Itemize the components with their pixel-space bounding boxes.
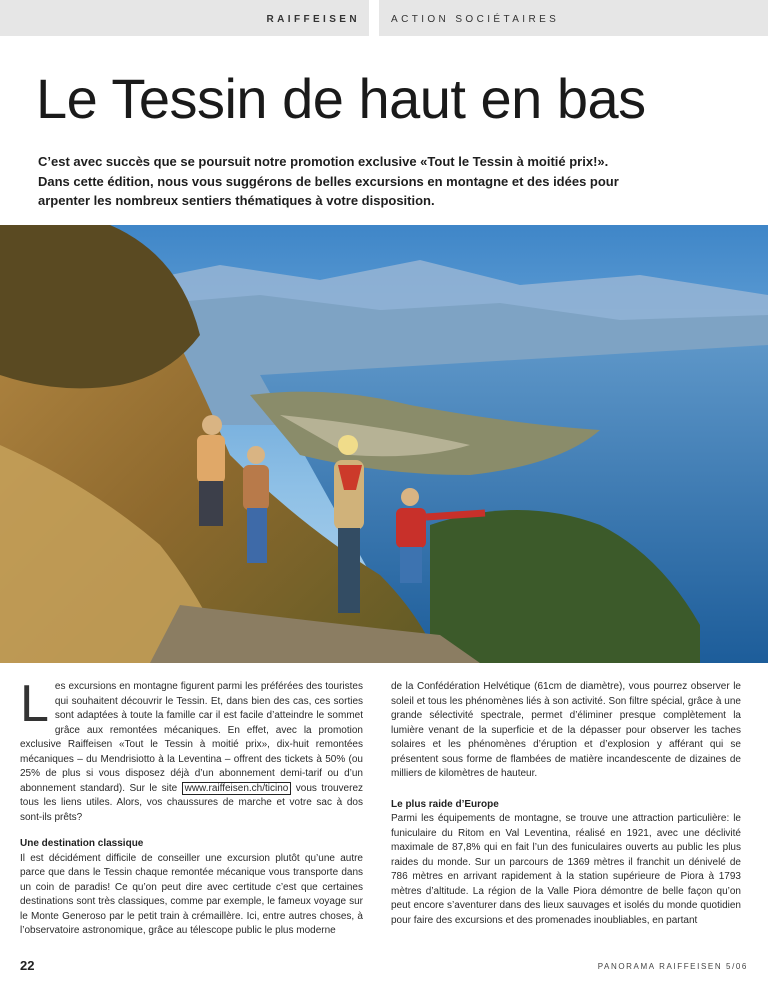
drop-cap: L [20, 675, 49, 733]
website-link[interactable]: www.raiffeisen.ch/ticino [182, 782, 292, 795]
header-brand: RAIFFEISEN [266, 14, 360, 25]
header-separator [369, 0, 379, 36]
lead-paragraph: C’est avec succès que se poursuit notre promotion exclusive «Tout le Tessin à moitié prix!». Dans cette édition, nous vous suggérons de belles excursions en montagne et des idées pour arpenter les nombreux sentiers thématiques à votre disposition. [38, 154, 619, 208]
hero-photo-illustration [0, 225, 768, 663]
header-section: ACTION SOCIÉTAIRES [391, 14, 560, 25]
subheading-steepest: Le plus raide d’Europe [391, 798, 499, 810]
body-column-right [391, 680, 741, 928]
paragraph-funicular: Parmi les équipements de montagne, se trouve une attraction particulière: le funiculaire du Ritom en Val Leventina, réalisé en 1921, avec une déclivité maximale de 87,8% qui en fait l’un des funiculaires ouverts au public les plus raides du monde. Sur un parcours de 1369 mètres il franchit un dénivelé de 786 mètres en arrivant rapidement à la station supérieure de Piora à 1793 mètres d’altitude. La région de la Valle Piora démontre de belle façon qu’on peut encore s’aventurer dans des lieux sauvages et isolés du monde quotidien pour faire des excursions et des promenades inoubliables, en partant [391, 813, 741, 926]
intro-text-a: es excursions en montagne figurent parmi les préférées des touristes qui souhaitent découvrir le Tessin. Et, dans bien des cas, ces sorties sont adaptées à toute la famille car il est facile d’atteindre le sommet grâce aux remontées mécaniques. En effet, avec la promotion exclusive Raiffeisen «Tout le Tessin à moitié prix», dix-huit remontées mécaniques – du Mendrisiotto à la Leventina – offrent des tickets à 50% (ou 25% de plus si vous disposez déjà d’un abonnement demi-tarif ou d’un abonnement standard). Sur le site [20, 681, 363, 794]
intro-text-b: vous trouverez tous les liens utiles. Alors, vos chaussures de marche et votre sac à dos sont-ils prêts? [20, 782, 364, 823]
page-number: 22 [20, 958, 35, 973]
paragraph-classic-destination: Il est décidément difficile de conseiller une excursion plutôt qu’une autre parce que dans le Tessin chaque remontée mécanique vous transporte dans un coin de paradis! Ce qu’on peut dire avec certitude c’est que certaines destinations sont très classiques, comme par exemple, le fameux voyage sur le Monte Generoso par le petit train à crémaillère. Ici, entre autres choses, à l’observatoire astronomique, grâce au télescope public le plus moderne [20, 852, 363, 936]
intro-paragraph [20, 675, 364, 825]
subheading-classic-destination: Une destination classique [20, 838, 144, 849]
paragraph-observatory: de la Confédération Helvétique (61cm de diamètre), vous pourrez observer le soleil et tous les phénomènes liés à son activité. Son filtre spécial, grâce à une grande sélectivité spectrale, permet d’éliminer presque complètement la lumière venant de la superficie et de la dépasser pour observer les taches solaires et les phénomènes d’éruption et d’explosion y afférant qui se présentent sous forme de flambées de matière incandescente de dizaines de milliers de kilomètres de hauteur. [391, 681, 741, 779]
body-column-left [20, 675, 364, 939]
hero-photo [0, 225, 768, 663]
header-band [0, 0, 768, 36]
page-title: Le Tessin de haut en bas [36, 67, 646, 130]
footer-publication: PANORAMA RAIFFEISEN 5/06 [597, 962, 748, 971]
